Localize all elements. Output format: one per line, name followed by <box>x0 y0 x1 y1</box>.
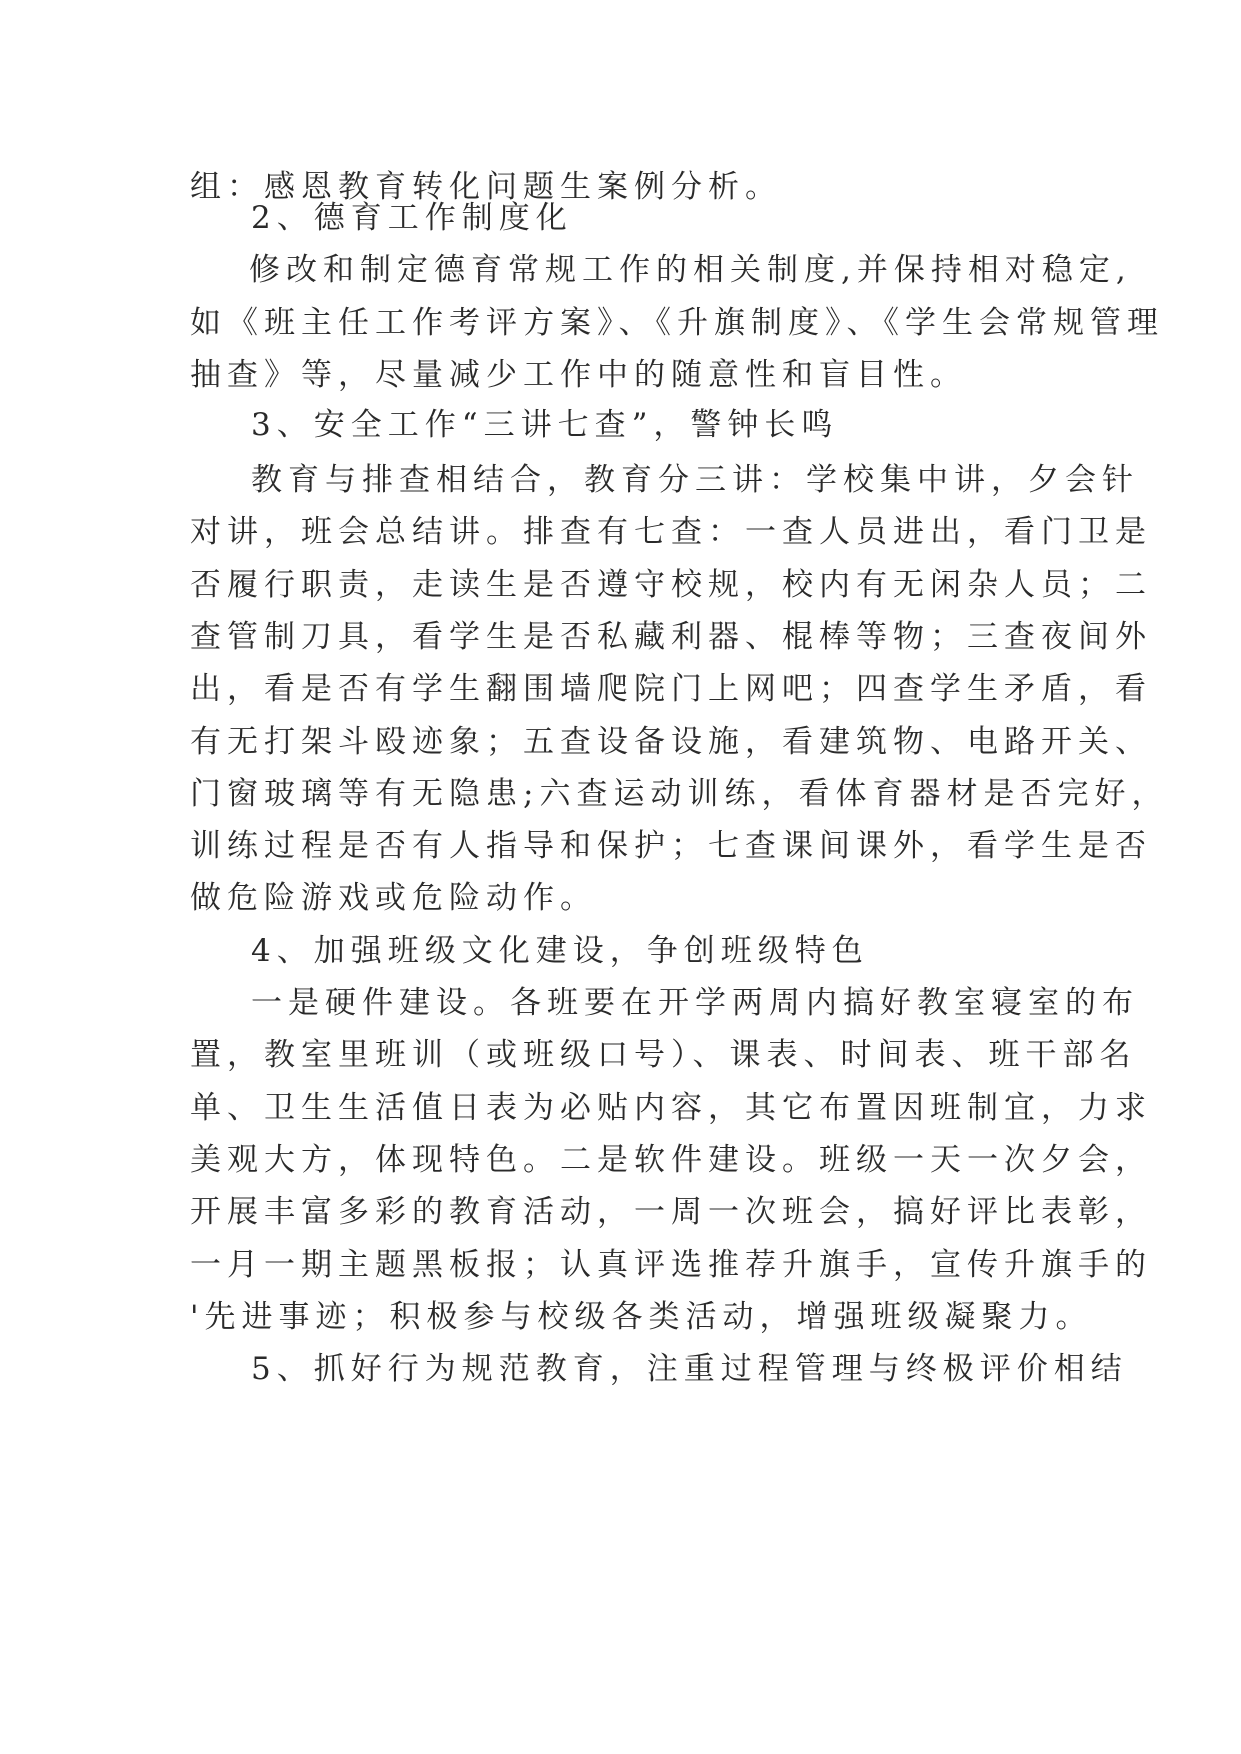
text-line: 做危险游戏或危险动作。 <box>190 880 597 916</box>
text-line: 美观大方，体现特色。二是软件建设。班级一天一次夕会， <box>190 1142 1152 1178</box>
paragraph-first-line: 一是硬件建设。各班要在开学两周内搞好教室寝室的布 <box>251 985 1139 1021</box>
text-line: 单、卫生生活值日表为必贴内容，其它布置因班制宜，力求 <box>190 1090 1152 1126</box>
section-heading: 3、安全工作“三讲七查”，警钟长鸣 <box>251 407 839 443</box>
section-heading: 2、德育工作制度化 <box>251 200 573 236</box>
text-line: 组：感恩教育转化问题生案例分析。 <box>190 169 782 205</box>
text-line: 置，教室里班训（或班级口号）、课表、时间表、班干部名 <box>190 1037 1137 1073</box>
section-heading: 4、加强班级文化建设，争创班级特色 <box>251 933 869 969</box>
text-line: 否履行职责，走读生是否遵守校规，校内有无闲杂人员；二 <box>190 567 1152 603</box>
text-line: 开展丰富多彩的教育活动，一周一次班会，搞好评比表彰， <box>190 1194 1152 1230</box>
paragraph-first-line: 教育与排查相结合，教育分三讲：学校集中讲，夕会针 <box>251 462 1139 498</box>
text-line: 抽查》等，尽量减少工作中的随意性和盲目性。 <box>190 357 967 393</box>
text-line: '先进事迹；积极参与校级各类活动，增强班级凝聚力。 <box>190 1299 1093 1335</box>
text-line: 门窗玻璃等有无隐患;六查运动训练，看体育器材是否完好， <box>190 776 1169 812</box>
paragraph-first-line: 修改和制定德育常规工作的相关制度,并保持相对稳定, <box>249 252 1132 288</box>
text-line: 一月一期主题黑板报；认真评选推荐升旗手，宣传升旗手的 <box>190 1247 1152 1283</box>
section-heading: 5、抓好行为规范教育，注重过程管理与终极评价相结 <box>251 1351 1128 1387</box>
text-line: 训练过程是否有人指导和保护；七查课间课外，看学生是否 <box>190 828 1152 864</box>
text-line: 查管制刀具，看学生是否私藏利器、棍棒等物；三查夜间外 <box>190 619 1152 655</box>
text-line: 出，看是否有学生翻围墙爬院门上网吧；四查学生矛盾，看 <box>190 671 1152 707</box>
text-line: 如《班主任工作考评方案》、《升旗制度》、《学生会常规管理 <box>190 305 1164 341</box>
text-line: 有无打架斗殴迹象；五查设备设施，看建筑物、电路开关、 <box>190 724 1152 760</box>
text-line: 对讲，班会总结讲。排查有七查：一查人员进出，看门卫是 <box>190 514 1152 550</box>
